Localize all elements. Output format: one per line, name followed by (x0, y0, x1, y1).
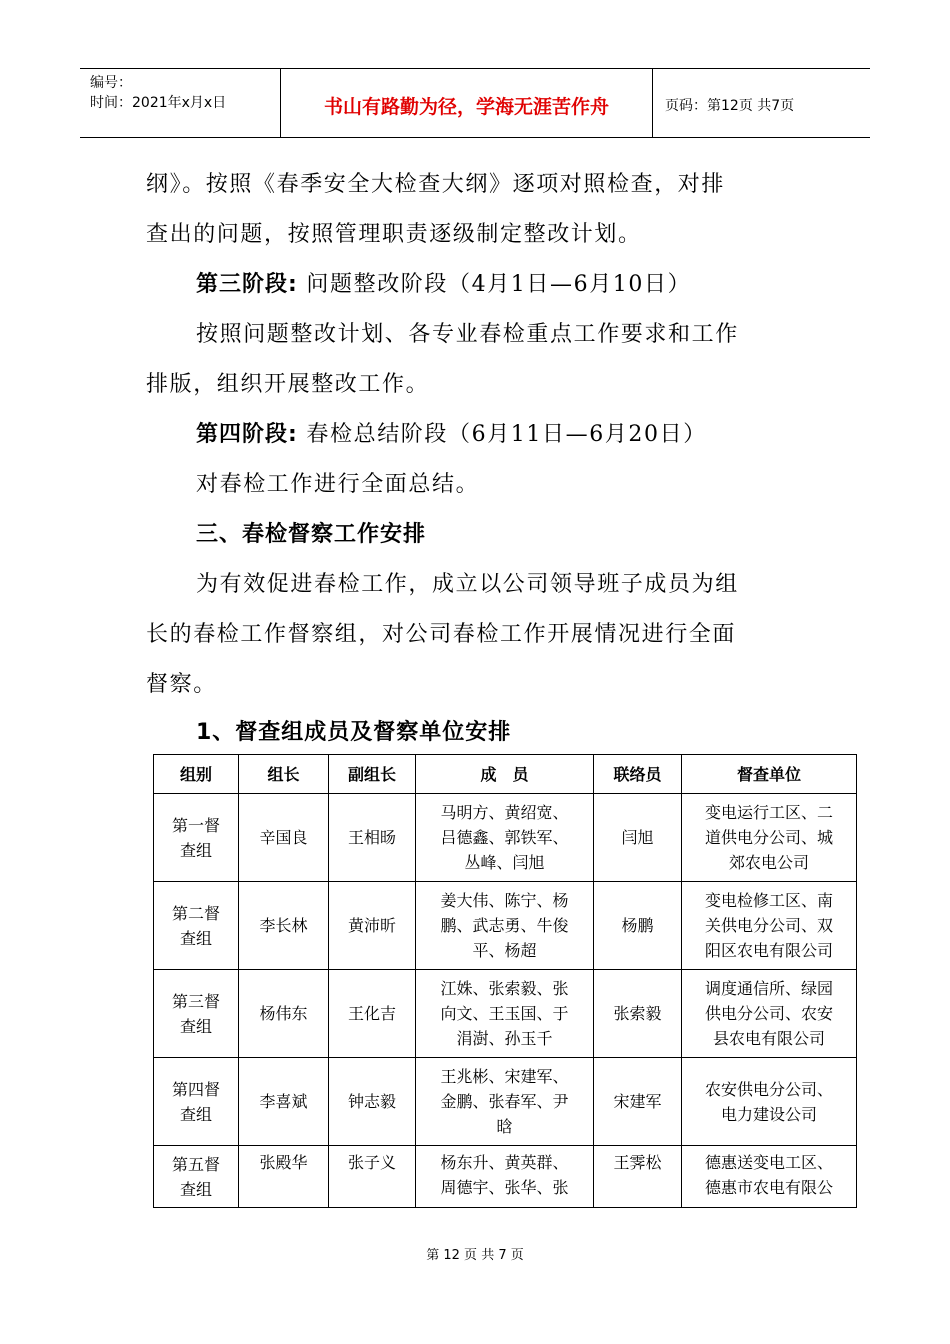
column-header: 副组长 (329, 755, 416, 794)
cell-group (154, 882, 239, 970)
cell-line: 变电检修工区、南 (704, 891, 833, 910)
column-header: 联络员 (594, 755, 682, 794)
cell-liaison: 杨鹏 (594, 882, 682, 970)
stage4-heading: 第四阶段: (196, 422, 298, 447)
cell-members (416, 794, 594, 882)
cell-line: 鹏、武志勇、牛俊 (440, 916, 569, 935)
table-row (154, 794, 857, 882)
cell-line: 涓澍、孙玉千 (456, 1029, 553, 1048)
cell-members (416, 1058, 594, 1146)
cell-line: 向文、王玉国、于 (440, 1004, 569, 1023)
header-motto: 书山有路勤为径，学海无涯苦作舟 (280, 69, 653, 137)
cell-leader: 李喜斌 (239, 1058, 329, 1146)
doc-time-label: 时间：2021年x月x日 (90, 95, 227, 111)
cell-units (682, 882, 857, 970)
cell-units (682, 1058, 857, 1146)
cell-line: 查组 (179, 1179, 212, 1199)
cell-line: 调度通信所、绿园 (704, 979, 833, 998)
paragraph-line: 纲》。按照《春季安全大检查大纲》逐项对照检查，对排 (146, 172, 726, 197)
cell-liaison: 王霁松 (594, 1146, 682, 1208)
cell-units (682, 970, 857, 1058)
cell-units (682, 794, 857, 882)
cell-leader: 杨伟东 (239, 970, 329, 1058)
paragraph-line: 按照问题整改计划、各专业春检重点工作要求和工作 (196, 322, 739, 347)
cell-line: 第一督 (171, 815, 220, 835)
cell-leader: 辛国良 (239, 794, 329, 882)
section-heading: 三、春检督察工作安排 (196, 522, 427, 547)
page-header (80, 68, 870, 138)
cell-line: 第三督 (171, 991, 220, 1011)
cell-members (416, 1146, 594, 1208)
doc-number-label: 编号： (90, 75, 132, 91)
paragraph-line: 查出的问题，按照管理职责逐级制定整改计划。 (146, 222, 642, 247)
cell-units (682, 1146, 857, 1208)
cell-line: 道供电分公司、城 (704, 828, 833, 847)
cell-line: 姜大伟、陈宁、杨 (440, 891, 569, 910)
cell-group (154, 1058, 239, 1146)
cell-line: 丛峰、闫旭 (464, 853, 545, 872)
column-header: 成 员 (416, 755, 594, 794)
paragraph-line: 排版，组织开展整改工作。 (146, 372, 430, 397)
cell-line: 王兆彬、宋建军、 (440, 1067, 569, 1086)
stage3-heading: 第三阶段: (196, 272, 298, 297)
cell-line: 第二督 (171, 903, 220, 923)
column-header: 督查单位 (682, 755, 857, 794)
cell-liaison: 张索毅 (594, 970, 682, 1058)
cell-group (154, 1146, 239, 1208)
cell-group (154, 794, 239, 882)
cell-line: 查组 (179, 840, 212, 860)
cell-deputy: 张子义 (329, 1146, 416, 1208)
cell-group (154, 970, 239, 1058)
cell-line: 吕德鑫、郭铁军、 (440, 828, 569, 847)
cell-line: 阳区农电有限公司 (704, 941, 833, 960)
cell-deputy: 王相旸 (329, 794, 416, 882)
table-row (154, 970, 857, 1058)
cell-line: 关供电分公司、双 (704, 916, 833, 935)
cell-line: 郊农电公司 (728, 853, 809, 872)
header-info (80, 69, 280, 137)
cell-line: 周德宇、张华、张 (440, 1178, 569, 1197)
paragraph-line: 督察。 (146, 672, 217, 697)
cell-members (416, 970, 594, 1058)
cell-deputy: 王化吉 (329, 970, 416, 1058)
stage3-line (196, 270, 691, 300)
paragraph-line: 长的春检工作督察组，对公司春检工作开展情况进行全面 (146, 622, 737, 647)
inspection-team-table (153, 754, 857, 1208)
cell-line: 电力建设公司 (720, 1104, 817, 1124)
cell-leader: 张殿华 (239, 1146, 329, 1208)
cell-line: 杨东升、黄英群、 (440, 1153, 569, 1172)
cell-liaison: 宋建军 (594, 1058, 682, 1146)
table-row (154, 1058, 857, 1146)
cell-line: 变电运行工区、二 (704, 803, 833, 822)
cell-line: 农安供电分公司、 (704, 1079, 833, 1099)
cell-line: 供电分公司、农安 (704, 1004, 833, 1023)
page-footer: 第 12 页 共 7 页 (426, 1248, 524, 1263)
table-row (154, 1146, 857, 1208)
stage3-text: 问题整改阶段（4月1日—6月10日） (297, 272, 692, 297)
cell-line: 查组 (179, 928, 212, 948)
cell-line: 第四督 (171, 1079, 220, 1099)
cell-deputy: 钟志毅 (329, 1058, 416, 1146)
stage4-text: 春检总结阶段（6月11日—6月20日） (297, 422, 707, 447)
cell-line: 查组 (179, 1104, 212, 1124)
cell-leader: 李长林 (239, 882, 329, 970)
column-header: 组长 (239, 755, 329, 794)
paragraph-line: 为有效促进春检工作，成立以公司领导班子成员为组 (196, 572, 739, 597)
cell-line: 金鹏、张春军、尹 (440, 1092, 569, 1111)
cell-liaison: 闫旭 (594, 794, 682, 882)
header-page-number: 页码：第12页 共7页 (665, 98, 795, 114)
cell-line: 德惠市农电有限公 (704, 1178, 833, 1197)
cell-line: 马明方、黄绍宽、 (440, 803, 569, 822)
paragraph-line: 对春检工作进行全面总结。 (196, 472, 480, 497)
cell-deputy: 黄沛昕 (329, 882, 416, 970)
subsection-heading: 1、督查组成员及督察单位安排 (196, 720, 512, 745)
cell-line: 晗 (496, 1117, 513, 1136)
cell-line: 德惠送变电工区、 (704, 1153, 833, 1172)
cell-line: 江姝、张索毅、张 (440, 979, 569, 998)
table-row (154, 882, 857, 970)
cell-line: 查组 (179, 1016, 212, 1036)
column-header: 组别 (154, 755, 239, 794)
cell-members (416, 882, 594, 970)
stage4-line (196, 420, 707, 450)
cell-line: 平、杨超 (472, 941, 537, 960)
table-header-row (154, 755, 857, 794)
cell-line: 县农电有限公司 (712, 1029, 825, 1048)
cell-line: 第五督 (171, 1154, 220, 1174)
